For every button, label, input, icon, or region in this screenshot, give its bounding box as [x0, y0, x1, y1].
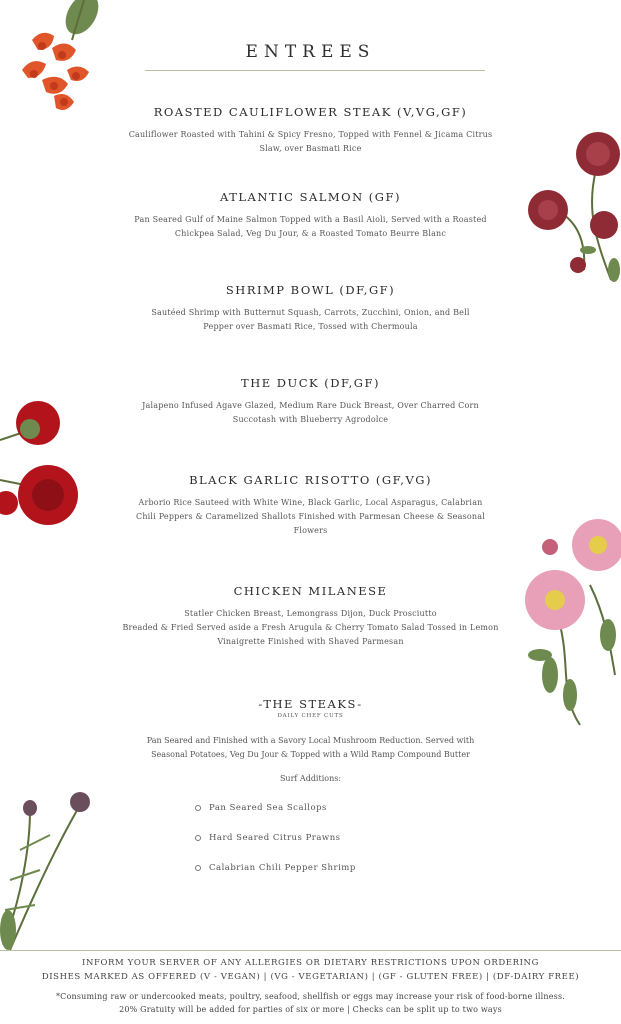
- steaks-description: Pan Seared and Finished with a Savory Local Mushroom Reduction. Served with Seasonal Potatoes, Veg Du Jour & Topped with a Wild Ramp Compound Butter: [146, 736, 475, 759]
- dark-red-rose-icon: [526, 130, 621, 295]
- menu-item-description: Pan Seared Gulf of Maine Salmon Topped with a Basil Aioli, Served with a Roasted Chickpea Salad, Veg Du Jour, & a Roasted Tomato Beurre Blanc: [134, 215, 487, 238]
- menu-item: [90, 283, 531, 334]
- title-divider: [145, 70, 485, 71]
- thistle-icon: [0, 790, 100, 955]
- steaks-subtitle: DAILY CHEF CUTS: [277, 713, 344, 719]
- menu-item-description: Cauliflower Roasted with Tahini & Spicy Fresno, Topped with Fennel & Jicama Citrus Slaw, over Basmati Rice: [128, 130, 493, 153]
- menu-item-description: Jalapeno Infused Agave Glazed, Medium Rare Duck Breast, Over Charred Corn Succotash with Blueberry Agrodolce: [142, 401, 479, 424]
- menu-item: [90, 190, 531, 241]
- menu-item: [90, 376, 531, 427]
- menu-item-name: ROASTED CAULIFLOWER STEAK (V,VG,GF): [153, 105, 468, 119]
- menu-item-name: BLACK GARLIC RISOTTO (GF,VG): [189, 473, 432, 487]
- menu-item-name: ATLANTIC SALMON (GF): [220, 190, 401, 204]
- menu-item-description: Sautéed Shrimp with Butternut Squash, Carrots, Zucchini, Onion, and Bell Pepper over Basmati Rice, Tossed with Chermoula: [151, 308, 470, 331]
- menu-item-description: Statler Chicken Breast, Lemongrass Dijon, Duck Prosciutto Breaded & Fried Served aside a Fresh Arugula & Cherry Tomato Salad Tossed in Lemon Vinaigrette Finished with Shaved Parmesan: [122, 609, 499, 646]
- menu-item: [90, 473, 531, 538]
- footer-divider: [0, 950, 621, 951]
- menu-item-description: Arborio Rice Sauteed with White Wine, Black Garlic, Local Asparagus, Calabrian Chili Peppers & Caramelized Shallots Finished with Parmesan Cheese & Seasonal Flowers: [136, 498, 485, 535]
- gratuity-notice: 20% Gratuity will be added for parties of six or more | Checks can be split up to two ways: [119, 1005, 502, 1014]
- list-item: Pan Seared Sea Scallops: [195, 801, 356, 831]
- list-item: Calabrian Chili Pepper Shrimp: [195, 861, 356, 891]
- menu-item: [90, 105, 531, 156]
- steaks-title: -THE STEAKS-: [258, 697, 363, 711]
- dietary-legend: DISHES MARKED AS OFFERED (V - VEGAN) | (VG - VEGETARIAN) | (GF - GLUTEN FREE) | (DF-DAIRY FREE): [41, 972, 580, 982]
- red-carnation-icon: [0, 395, 85, 535]
- page-title: ENTREES: [245, 42, 376, 62]
- menu-item: [90, 584, 531, 649]
- consumption-warning: *Consuming raw or undercooked meats, poultry, seafood, shellfish or eggs may increase your risk of food-borne illness.: [55, 992, 566, 1001]
- menu-item-name: SHRIMP BOWL (DF,GF): [225, 283, 396, 297]
- allergy-notice: INFORM YOUR SERVER OF ANY ALLERGIES OR DIETARY RESTRICTIONS UPON ORDERING: [82, 958, 539, 968]
- menu-item-name: CHICKEN MILANESE: [233, 584, 388, 598]
- surf-additions-label: Surf Additions:: [279, 774, 342, 783]
- menu-item-name: THE DUCK (DF,GF): [241, 376, 380, 390]
- surf-additions-list: [195, 801, 356, 891]
- list-item: Hard Seared Citrus Prawns: [195, 831, 356, 861]
